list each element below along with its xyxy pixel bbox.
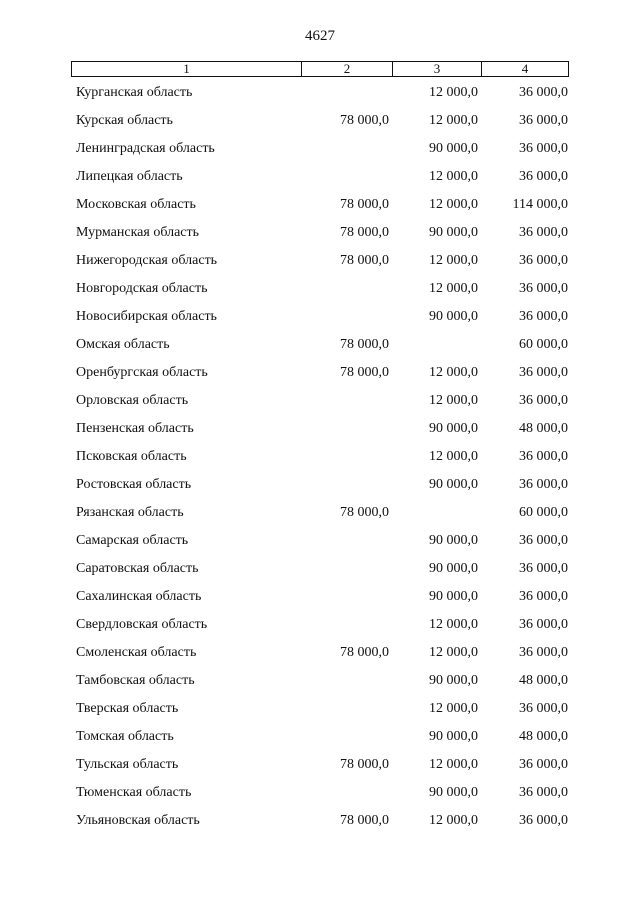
table-row [0, 224, 640, 252]
column-4-value-cell: 36 000,0 [519, 281, 568, 296]
column-3-value-cell: 12 000,0 [429, 197, 478, 212]
table-row [0, 84, 640, 112]
column-4-value-cell: 60 000,0 [519, 505, 568, 520]
column-2-value-cell: 78 000,0 [340, 505, 389, 520]
table-row [0, 728, 640, 756]
column-4-value-cell: 36 000,0 [519, 589, 568, 604]
table-row [0, 392, 640, 420]
region-name-cell: Курганская область [76, 85, 193, 100]
table-row [0, 700, 640, 728]
region-name-cell: Тюменская область [76, 785, 192, 800]
column-4-value-cell: 48 000,0 [519, 421, 568, 436]
column-3-value-cell: 90 000,0 [429, 477, 478, 492]
table-row [0, 672, 640, 700]
column-4-value-cell: 36 000,0 [519, 757, 568, 772]
table-row [0, 812, 640, 840]
column-4-value-cell: 48 000,0 [519, 729, 568, 744]
region-name-cell: Новосибирская область [76, 309, 217, 324]
region-name-cell: Саратовская область [76, 561, 199, 576]
column-2-value-cell: 78 000,0 [340, 645, 389, 660]
column-2-value-cell: 78 000,0 [340, 365, 389, 380]
column-3-value-cell: 90 000,0 [429, 309, 478, 324]
region-name-cell: Курская область [76, 113, 173, 128]
column-2-value-cell: 78 000,0 [340, 225, 389, 240]
column-4-value-cell: 36 000,0 [519, 477, 568, 492]
column-3-value-cell: 90 000,0 [429, 421, 478, 436]
column-4-value-cell: 36 000,0 [519, 533, 568, 548]
column-3-value-cell: 12 000,0 [429, 449, 478, 464]
column-header-1: 1 [183, 61, 190, 76]
column-3-value-cell: 12 000,0 [429, 365, 478, 380]
table-row [0, 532, 640, 560]
region-name-cell: Омская область [76, 337, 170, 352]
column-3-value-cell: 12 000,0 [429, 169, 478, 184]
table-row [0, 140, 640, 168]
column-3-value-cell: 90 000,0 [429, 225, 478, 240]
column-3-value-cell: 90 000,0 [429, 533, 478, 548]
column-4-value-cell: 36 000,0 [519, 225, 568, 240]
column-4-value-cell: 36 000,0 [519, 169, 568, 184]
column-3-value-cell: 12 000,0 [429, 813, 478, 828]
column-3-value-cell: 12 000,0 [429, 757, 478, 772]
column-3-value-cell: 12 000,0 [429, 393, 478, 408]
column-2-value-cell: 78 000,0 [340, 253, 389, 268]
table-row [0, 588, 640, 616]
table-row [0, 364, 640, 392]
column-4-value-cell: 36 000,0 [519, 813, 568, 828]
region-name-cell: Ростовская область [76, 477, 192, 492]
table-row [0, 252, 640, 280]
table-row [0, 784, 640, 812]
column-2-value-cell: 78 000,0 [340, 813, 389, 828]
table-row [0, 308, 640, 336]
column-4-value-cell: 36 000,0 [519, 141, 568, 156]
column-4-value-cell: 36 000,0 [519, 253, 568, 268]
table-header-row [71, 61, 569, 77]
column-3-value-cell: 90 000,0 [429, 141, 478, 156]
region-name-cell: Тверская область [76, 701, 179, 716]
column-3-value-cell: 90 000,0 [429, 729, 478, 744]
column-4-value-cell: 36 000,0 [519, 645, 568, 660]
region-name-cell: Московская область [76, 197, 196, 212]
region-name-cell: Липецкая область [76, 169, 183, 184]
column-4-value-cell: 36 000,0 [519, 393, 568, 408]
region-name-cell: Орловская область [76, 393, 189, 408]
column-4-value-cell: 36 000,0 [519, 85, 568, 100]
table-row [0, 644, 640, 672]
column-4-value-cell: 114 000,0 [512, 197, 568, 212]
column-3-value-cell: 12 000,0 [429, 253, 478, 268]
table-row [0, 336, 640, 364]
column-3-value-cell: 90 000,0 [429, 589, 478, 604]
column-2-value-cell: 78 000,0 [340, 197, 389, 212]
region-name-cell: Пензенская область [76, 421, 194, 436]
column-header-2: 2 [301, 62, 392, 76]
table-row [0, 560, 640, 588]
column-4-value-cell: 36 000,0 [519, 309, 568, 324]
region-name-cell: Свердловская область [76, 617, 208, 632]
region-name-cell: Рязанская область [76, 505, 184, 520]
region-name-cell: Томская область [76, 729, 174, 744]
column-header-4: 4 [481, 62, 568, 76]
region-name-cell: Псковская область [76, 449, 187, 464]
region-name-cell: Ульяновская область [76, 813, 200, 828]
table-row [0, 756, 640, 784]
column-3-value-cell: 90 000,0 [429, 673, 478, 688]
column-2-value-cell: 78 000,0 [340, 337, 389, 352]
region-name-cell: Тамбовская область [76, 673, 195, 688]
region-name-cell: Смоленская область [76, 645, 197, 660]
region-name-cell: Оренбургская область [76, 365, 208, 380]
table-row [0, 112, 640, 140]
region-name-cell: Самарская область [76, 533, 189, 548]
region-name-cell: Ленинградская область [76, 141, 215, 156]
table-row [0, 448, 640, 476]
region-name-cell: Новгородская область [76, 281, 208, 296]
column-2-value-cell: 78 000,0 [340, 757, 389, 772]
column-4-value-cell: 36 000,0 [519, 113, 568, 128]
column-3-value-cell: 12 000,0 [429, 645, 478, 660]
column-3-value-cell: 12 000,0 [429, 617, 478, 632]
table-row [0, 616, 640, 644]
region-name-cell: Сахалинская область [76, 589, 202, 604]
column-3-value-cell: 12 000,0 [429, 85, 478, 100]
column-3-value-cell: 90 000,0 [429, 561, 478, 576]
table-row [0, 168, 640, 196]
table-row [0, 420, 640, 448]
column-4-value-cell: 36 000,0 [519, 785, 568, 800]
column-header-3: 3 [392, 62, 481, 76]
column-4-value-cell: 36 000,0 [519, 617, 568, 632]
region-name-cell: Мурманская область [76, 225, 200, 240]
region-name-cell: Тульская область [76, 757, 179, 772]
column-4-value-cell: 60 000,0 [519, 337, 568, 352]
column-4-value-cell: 48 000,0 [519, 673, 568, 688]
table-row [0, 504, 640, 532]
region-name-cell: Нижегородская область [76, 253, 218, 268]
column-4-value-cell: 36 000,0 [519, 701, 568, 716]
column-3-value-cell: 12 000,0 [429, 701, 478, 716]
column-4-value-cell: 36 000,0 [519, 561, 568, 576]
page-number: 4627 [305, 28, 335, 44]
column-4-value-cell: 36 000,0 [519, 365, 568, 380]
column-3-value-cell: 12 000,0 [429, 281, 478, 296]
table-row [0, 476, 640, 504]
column-3-value-cell: 12 000,0 [429, 113, 478, 128]
column-3-value-cell: 90 000,0 [429, 785, 478, 800]
column-2-value-cell: 78 000,0 [340, 113, 389, 128]
column-4-value-cell: 36 000,0 [519, 449, 568, 464]
table-body [0, 84, 640, 840]
table-row [0, 280, 640, 308]
table-row [0, 196, 640, 224]
